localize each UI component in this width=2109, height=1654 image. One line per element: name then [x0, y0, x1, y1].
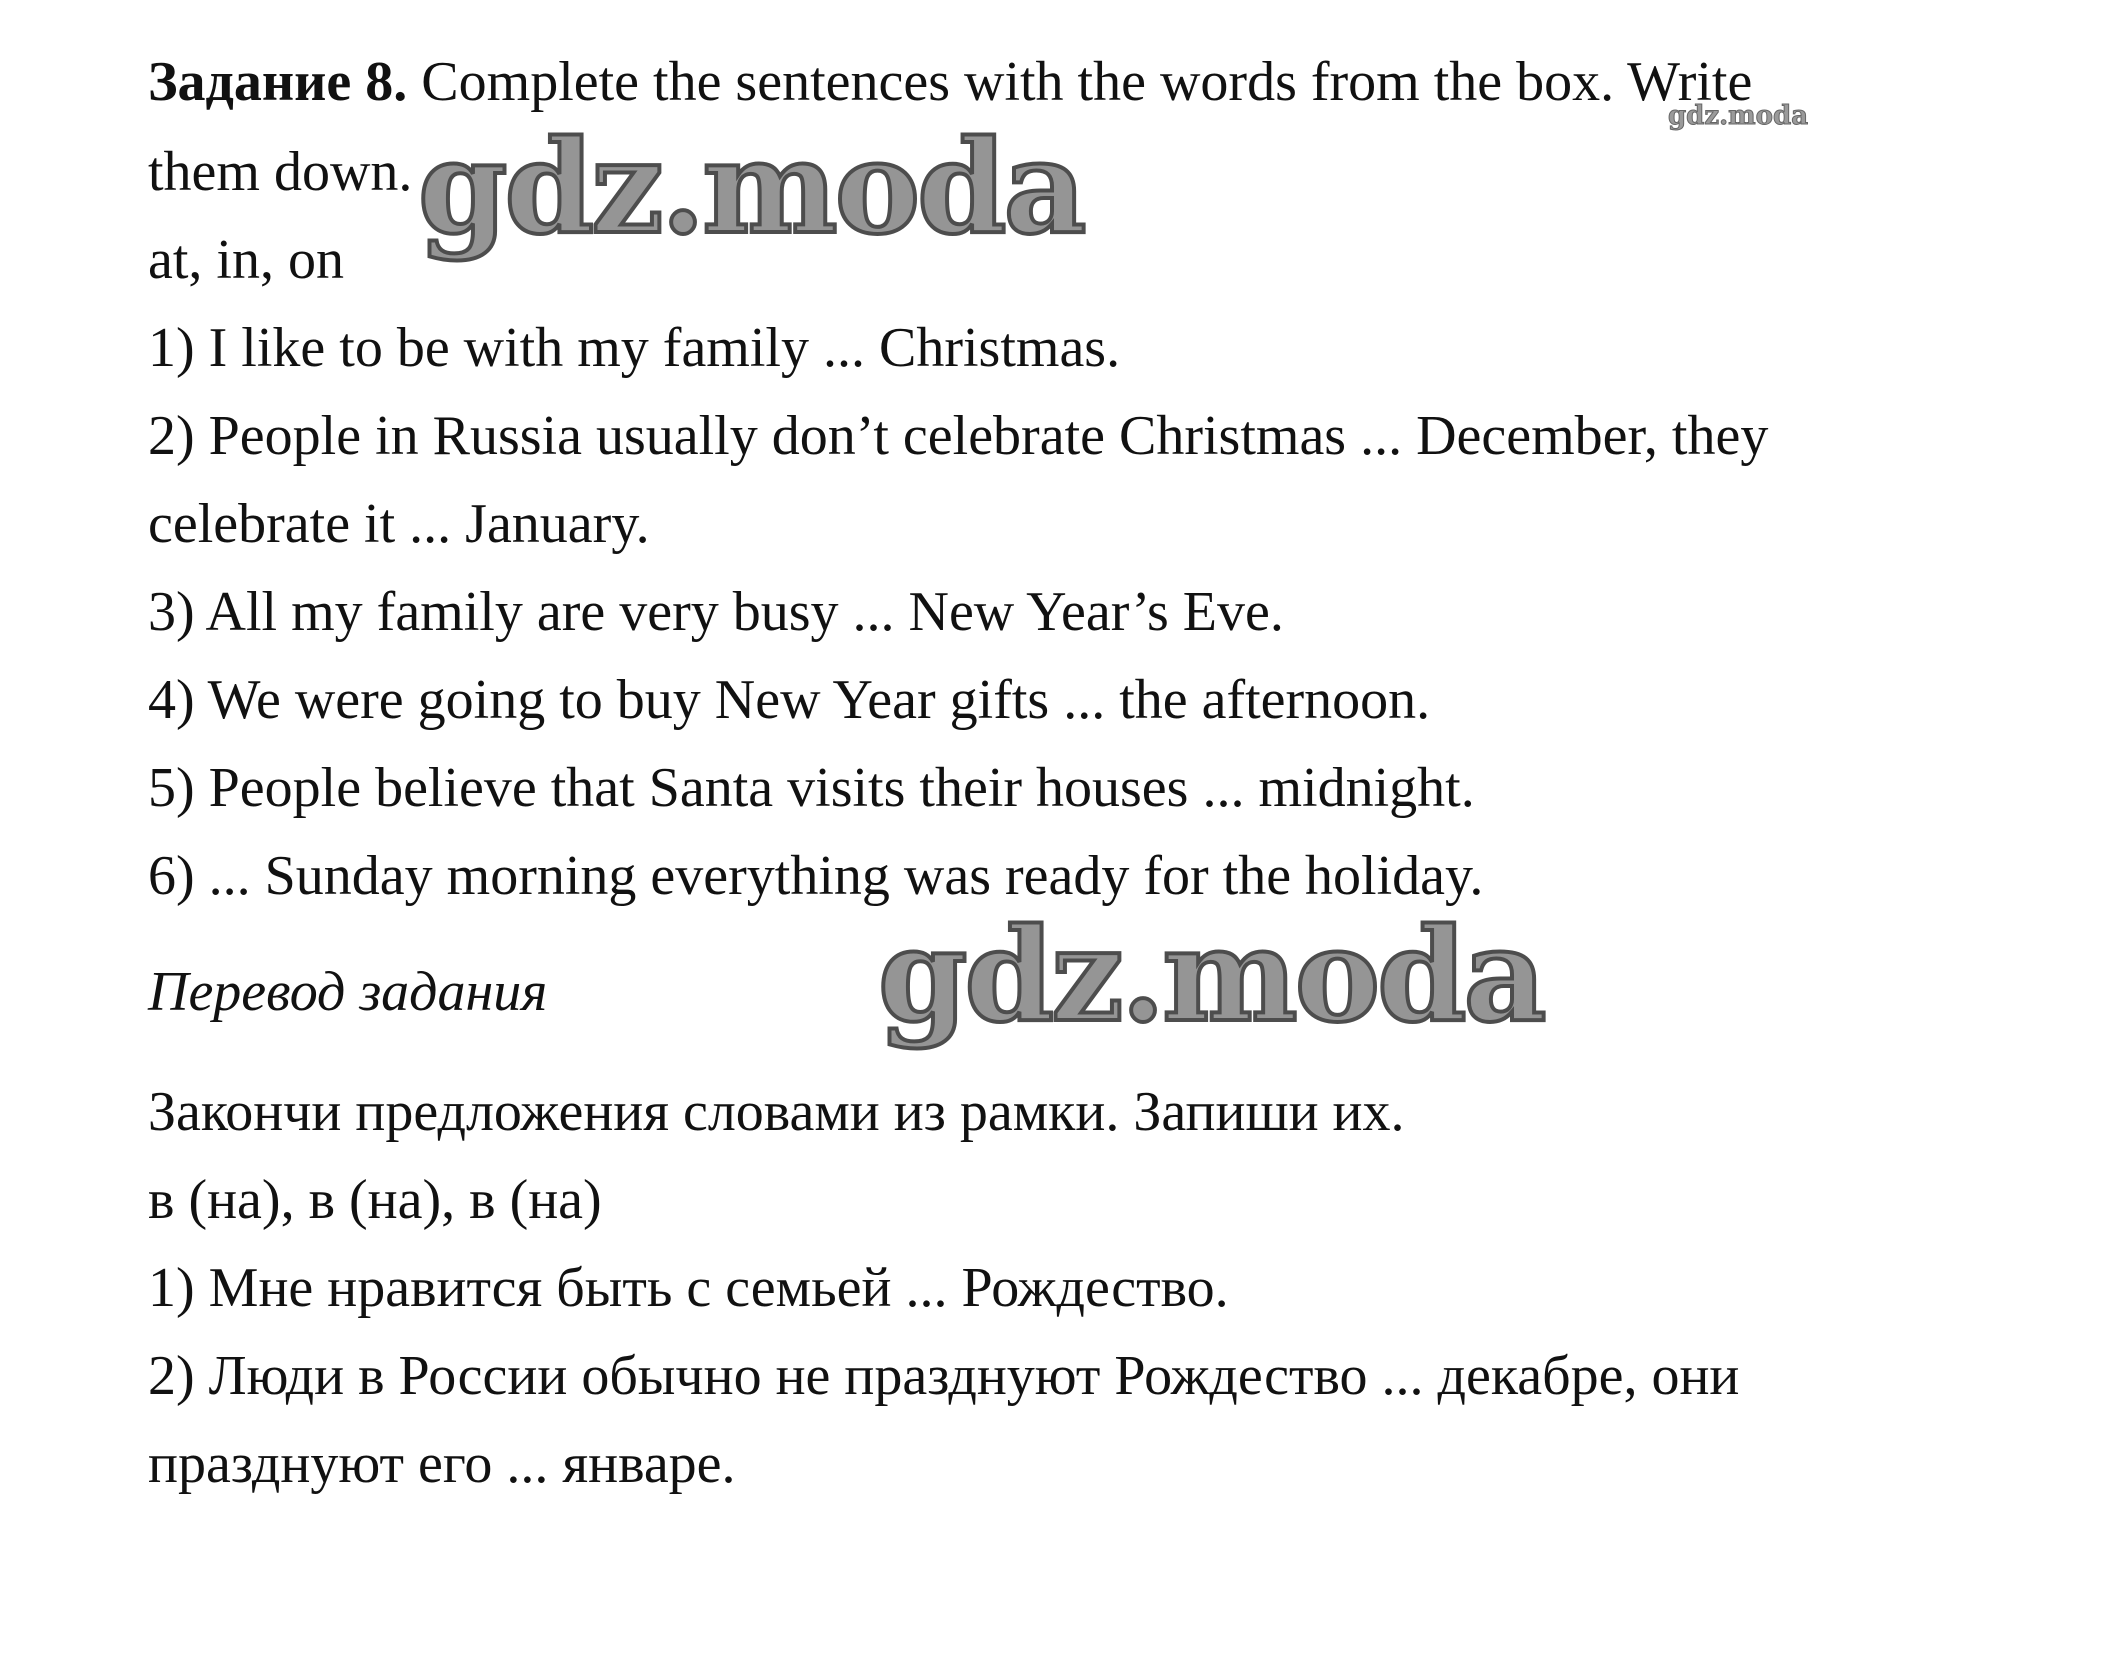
sentence-2: 2) People in Russia usually don’t celebrate Christmas ... December, they	[148, 405, 1769, 467]
sentence-5: 5) People believe that Santa visits their houses ... midnight.	[148, 757, 1475, 819]
watermark-middle: gdz.moda	[878, 901, 1544, 1051]
task-instruction-part2: them down.	[148, 141, 413, 203]
task-heading-line	[148, 50, 1752, 114]
watermark-small: gdz.moda	[1668, 101, 1809, 131]
translation-instruction: Закончи предложения словами из рамки. Запиши их.	[148, 1081, 1405, 1143]
translation-sentence-2: 2) Люди в России обычно не празднуют Рождество ... декабре, они	[148, 1345, 1740, 1407]
sentence-1: 1) I like to be with my family ... Christmas.	[148, 317, 1121, 379]
sentence-3: 3) All my family are very busy ... New Year’s Eve.	[148, 581, 1284, 643]
word-box: at, in, on	[148, 229, 344, 291]
task-label: Задание 8.	[148, 51, 408, 113]
translation-sentence-2-continued: празднуют его ... январе.	[148, 1433, 736, 1495]
sentence-2-continued: celebrate it ... January.	[148, 493, 650, 555]
translation-sentence-1: 1) Мне нравится быть с семьей ... Рождество.	[148, 1257, 1229, 1319]
translation-word-box: в (на), в (на), в (на)	[148, 1169, 602, 1231]
watermark-top: gdz.moda	[418, 113, 1084, 263]
sentence-6: 6) ... Sunday morning everything was ready for the holiday.	[148, 845, 1484, 907]
translation-heading: Перевод задания	[148, 961, 548, 1023]
task-instruction-part1: Complete the sentences with the words from the box. Write	[421, 51, 1753, 113]
sentence-4: 4) We were going to buy New Year gifts ... the afternoon.	[148, 669, 1431, 731]
